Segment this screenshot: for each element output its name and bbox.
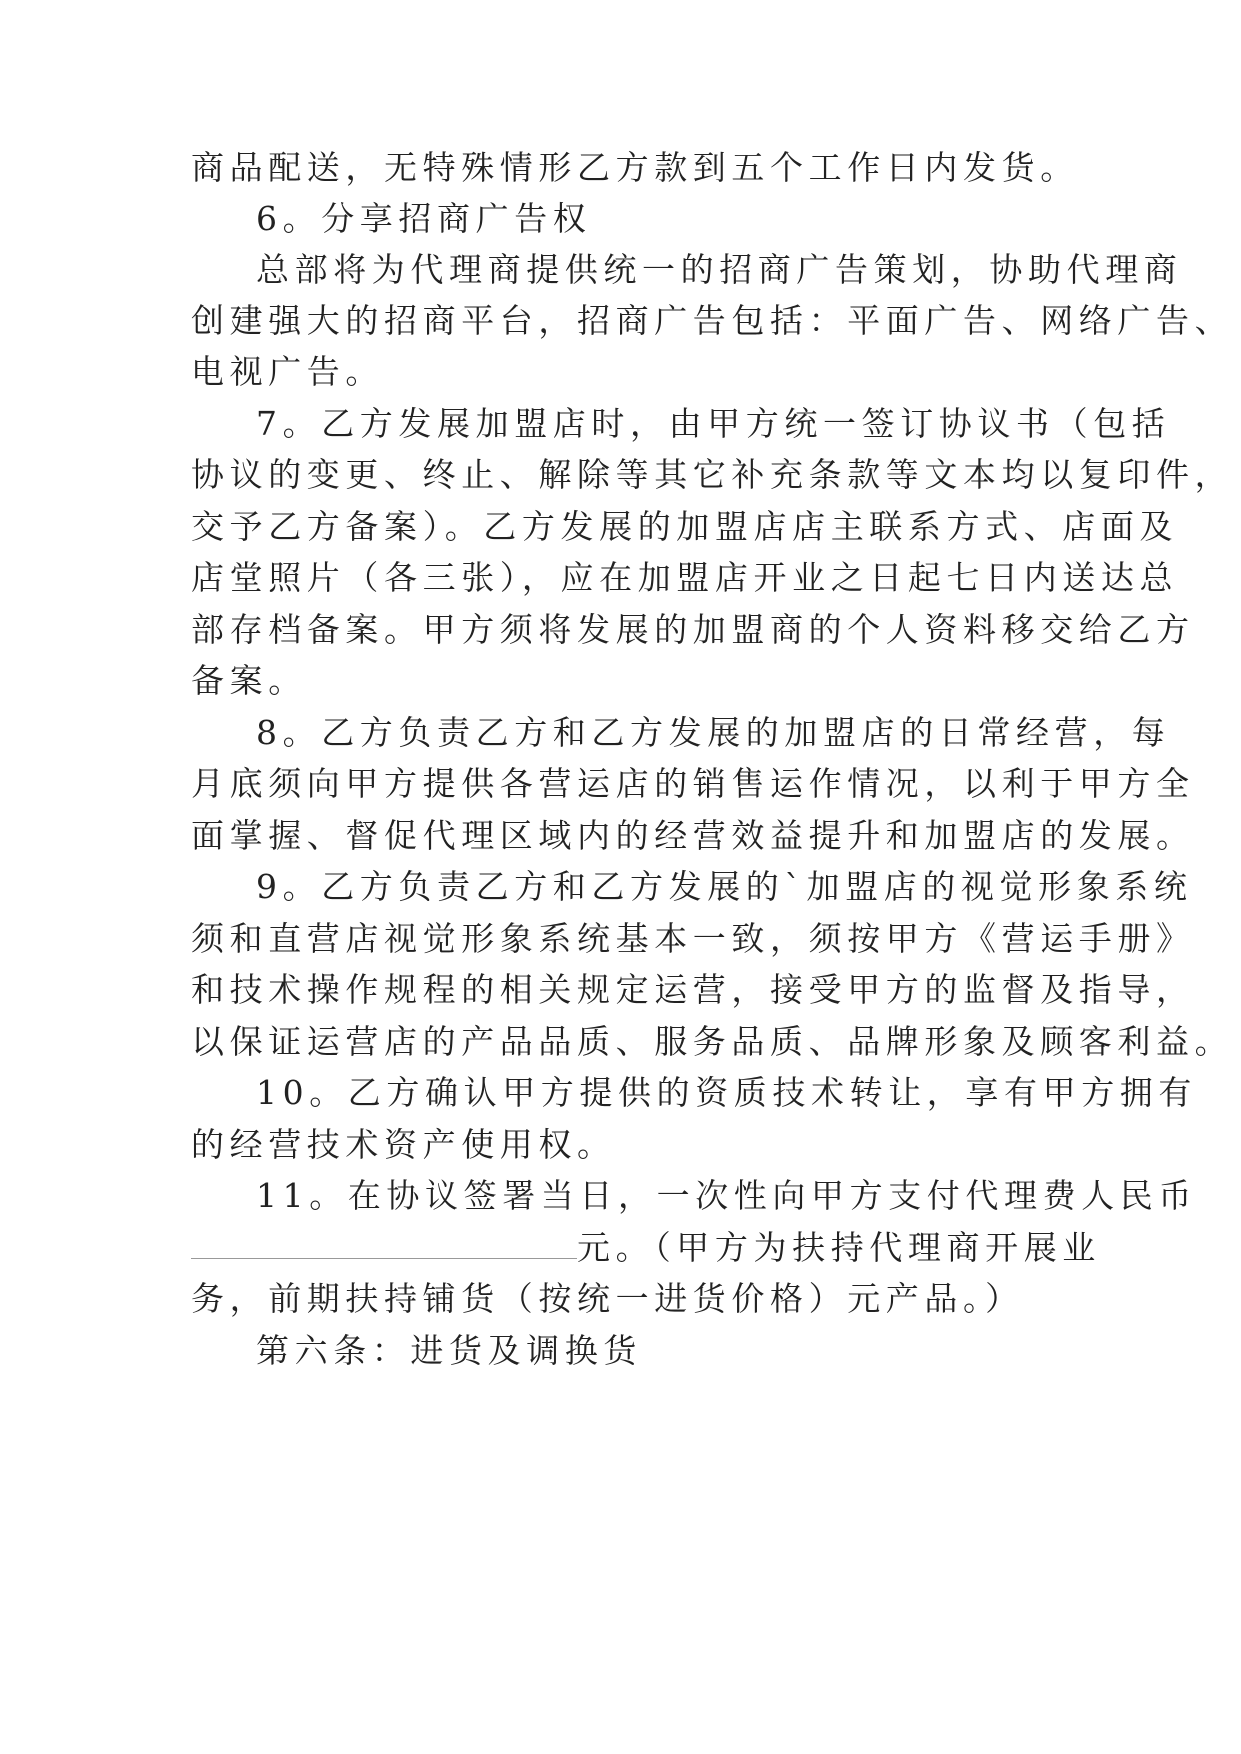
text-line: 面掌握、督促代理区域内的经营效益提升和加盟店的发展。	[191, 816, 1195, 855]
text-line: 务，前期扶持铺货（按统一进货价格）元产品。）	[191, 1279, 1024, 1318]
text-line: 月底须向甲方提供各营运店的销售运作情况，以利于甲方全	[191, 764, 1195, 803]
text-line: 7。乙方发展加盟店时，由甲方统一签订协议书（包括	[256, 404, 1171, 443]
text-line: 须和直营店视觉形象系统基本一致，须按甲方《营运手册》	[191, 919, 1195, 958]
section-heading: 第六条：进货及调换货	[256, 1331, 642, 1370]
text-line: 总部将为代理商提供统一的招商广告策划，协助代理商	[256, 250, 1183, 289]
text-line	[191, 1228, 1101, 1268]
text-line: 协议的变更、终止、解除等其它补充条款等文本均以复印件，	[191, 455, 1234, 494]
fill-in-blank	[191, 1228, 577, 1259]
text-line: 备案。	[191, 661, 307, 700]
text-line: 交予乙方备案）。乙方发展的加盟店店主联系方式、店面及	[191, 507, 1179, 546]
text-line: 11。在协议签署当日，一次性向甲方支付代理费人民币	[256, 1176, 1197, 1215]
text-line: 的经营技术资产使用权。	[191, 1125, 616, 1164]
text-line: 店堂照片（各三张），应在加盟店开业之日起七日内送达总	[191, 558, 1179, 597]
text-line: 部存档备案。甲方须将发展的加盟商的个人资料移交给乙方	[191, 610, 1195, 649]
text-line: 和技术操作规程的相关规定运营，接受甲方的监督及指导，	[191, 970, 1195, 1009]
text-fragment: 元。（甲方为扶持代理商开展业	[577, 1228, 1101, 1267]
text-line: 创建强大的招商平台，招商广告包括：平面广告、网络广告、	[191, 301, 1234, 340]
text-line: 电视广告。	[191, 352, 384, 391]
text-line: 9。乙方负责乙方和乙方发展的`加盟店的视觉形象系统	[256, 867, 1193, 906]
text-line: 商品配送，无特殊情形乙方款到五个工作日内发货。	[191, 148, 1079, 187]
text-line: 8。乙方负责乙方和乙方发展的加盟店的日常经营，每	[256, 713, 1171, 752]
text-line: 以保证运营店的产品品质、服务品质、品牌形象及顾客利益。	[191, 1022, 1234, 1061]
text-line: 10。乙方确认甲方提供的资质技术转让，享有甲方拥有	[256, 1073, 1197, 1112]
section-heading: 6。分享招商广告权	[256, 199, 592, 238]
